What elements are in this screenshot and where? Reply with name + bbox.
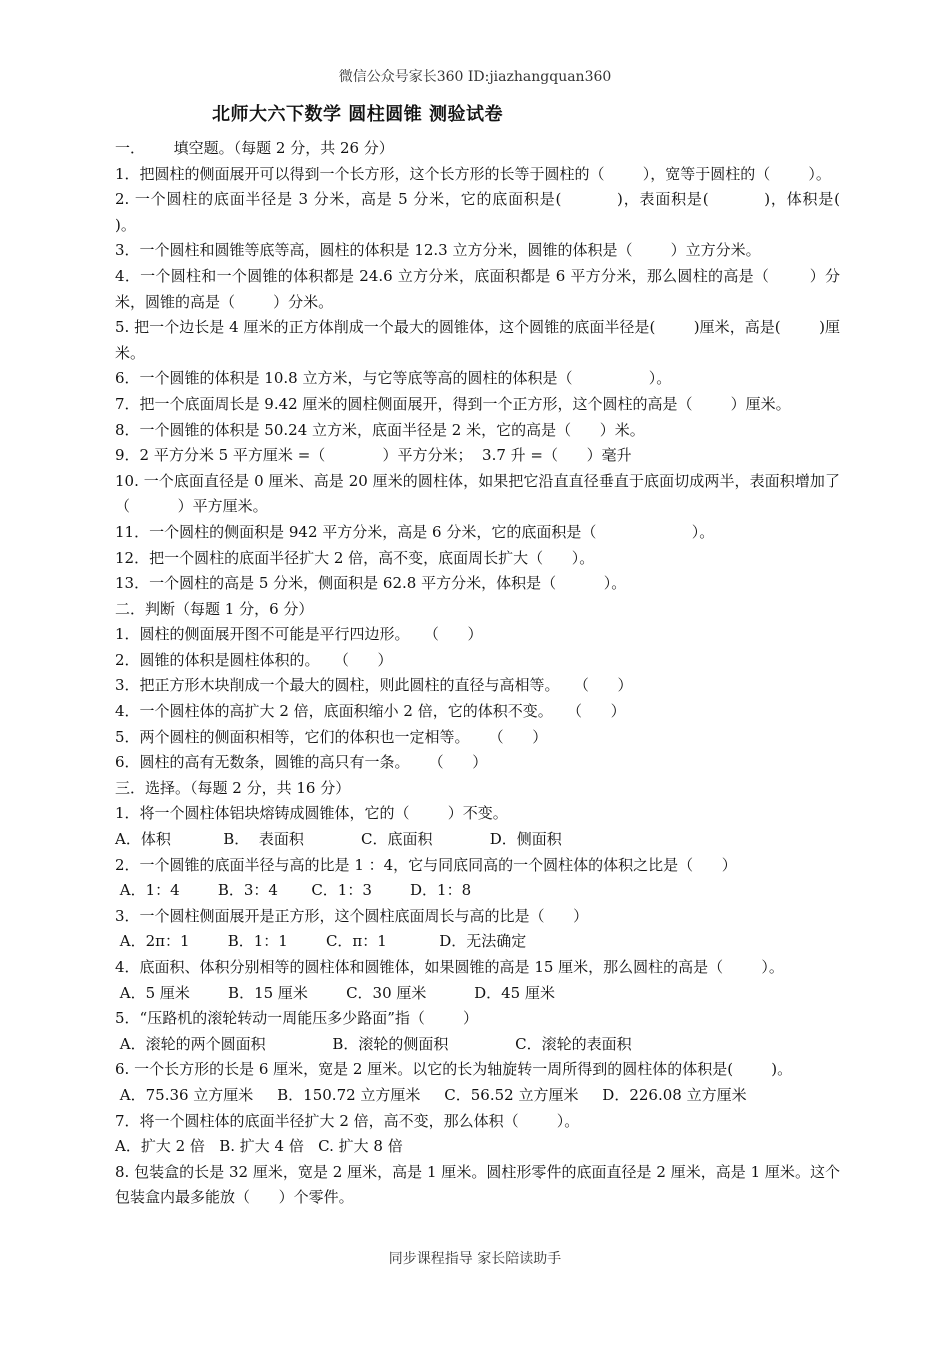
- question-line: 2. 一个圆柱的底面半径是 3 分米，高是 5 分米，它的底面积是( )，表面积是( )，体积是( )。: [115, 190, 888, 234]
- question-line: 4．一个圆柱和一个圆锥的体积都是 24.6 立方分米，底面积都是 6 平方分米，那么圆柱的高是（ ）分米，圆锥的高是（ ）分米。: [115, 266, 840, 311]
- question-line: 8. 包装盒的长是 32 厘米，宽是 2 厘米，高是 1 厘米。圆柱形零件的底面直径是 2 厘米，高是 1 厘米。这个包装盒内最多能放（ ）个零件。: [115, 1162, 840, 1207]
- exam-content: [115, 136, 888, 1211]
- section-heading-choice: 三．选择。（每题 2 分，共 16 分）: [115, 778, 351, 797]
- question-line: 5. 把一个边长是 4 厘米的正方体削成一个最大的圆锥体，这个圆锥的底面半径是( )厘米，高是( )厘米。: [115, 318, 840, 362]
- page-title: 北师大六下数学 圆柱圆锥 测验试卷: [212, 104, 504, 125]
- question-line: 11．一个圆柱的侧面积是 942 平方分米，高是 6 分米，它的底面积是（ ）。: [115, 522, 715, 541]
- page-header: 微信公众号家长360 ID:jiazhangquan360: [338, 69, 612, 85]
- page-footer: 同步课程指导 家长陪读助手: [388, 1251, 562, 1267]
- answer-options: A．1：4 B．3：4 C．1：3 D．1：8: [115, 881, 472, 900]
- question-line: 3．一个圆柱侧面展开是正方形，这个圆柱底面周长与高的比是（ ）: [115, 906, 589, 925]
- question-line: 7．将一个圆柱体的底面半径扩大 2 倍，高不变，那么体积（ ）。: [115, 1111, 580, 1130]
- question-line: 1．把圆柱的侧面展开可以得到一个长方形，这个长方形的长等于圆柱的（ ），宽等于圆柱的（ ）。: [115, 164, 831, 183]
- question-line: 5．“压路机的滚轮转动一周能压多少路面”指（ ）: [115, 1009, 479, 1028]
- question-line: 4．一个圆柱体的高扩大 2 倍，底面积缩小 2 倍，它的体积不变。 （ ）: [115, 702, 626, 721]
- section-heading-judge: 二．判断（每题 1 分，6 分）: [115, 599, 314, 618]
- question-line: 13．一个圆柱的高是 5 分米，侧面积是 62.8 平方分米，体积是（ ）。: [115, 574, 627, 593]
- answer-options: A．2π：1 B．1：1 C．π：1 D．无法确定: [115, 932, 527, 951]
- question-line: 9．2 平方分米 5 平方厘米 =（ ）平方分米； 3.7 升 =（ ）毫升: [115, 446, 632, 465]
- question-line: 6．圆柱的高有无数条，圆锥的高只有一条。 （ ）: [115, 753, 488, 772]
- question-line: 4．底面积、体积分别相等的圆柱体和圆锥体，如果圆锥的高是 15 厘米，那么圆柱的高是（ ）。: [115, 958, 784, 976]
- section-heading-fill: 一． 填空题。（每题 2 分，共 26 分）: [115, 139, 394, 157]
- question-line: 6．一个圆锥的体积是 10.8 立方米，与它等底等高的圆柱的体积是（ ）。: [115, 369, 672, 388]
- answer-options: A．5 厘米 B．15 厘米 C．30 厘米 D．45 厘米: [115, 983, 555, 1002]
- question-line: 7．把一个底面周长是 9.42 厘米的圆柱侧面展开，得到一个正方形，这个圆柱的高是（ ）厘米。: [115, 394, 791, 413]
- question-line: 2．圆锥的体积是圆柱体积的。 （ ）: [115, 650, 393, 669]
- answer-options: A．体积 B． 表面积 C．底面积 D．侧面积: [115, 830, 562, 849]
- question-line: 10. 一个底面直径是 0 厘米、高是 20 厘米的圆柱体，如果把它沿直直径垂直于底面切成两半，表面积增加了（ ）平方厘米。: [115, 471, 840, 516]
- answer-options: A．扩大 2 倍 B. 扩大 4 倍 C. 扩大 8 倍: [115, 1137, 403, 1156]
- answer-options: A．滚轮的两个圆面积 B．滚轮的侧面积 C．滚轮的表面积: [115, 1034, 632, 1053]
- question-line: 3．一个圆柱和圆锥等底等高，圆柱的体积是 12.3 立方分米，圆锥的体积是（ ）立方分米。: [115, 241, 761, 260]
- answer-options: A．75.36 立方厘米 B．150.72 立方厘米 C．56.52 立方厘米 D．226.08 立方厘米: [115, 1085, 747, 1104]
- question-line: 5．两个圆柱的侧面积相等，它们的体积也一定相等。 （ ）: [115, 727, 548, 746]
- question-line: 1．圆柱的侧面展开图不可能是平行四边形。 （ ）: [115, 625, 483, 644]
- question-line: 12．把一个圆柱的底面半径扩大 2 倍，高不变，底面周长扩大（ ）。: [115, 548, 595, 567]
- question-line: 6. 一个长方形的长是 6 厘米，宽是 2 厘米。以它的长为轴旋转一周所得到的圆柱体的体积是( )。: [115, 1060, 793, 1079]
- question-line: 3．把正方形木块削成一个最大的圆柱，则此圆柱的直径与高相等。 （ ）: [115, 676, 633, 695]
- question-line: 1．将一个圆柱体铝块熔铸成圆锥体，它的（ ）不变。: [115, 804, 508, 823]
- question-line: 2．一个圆锥的底面半径与高的比是 1 ：4，它与同底同高的一个圆柱体的体积之比是（ ）: [115, 855, 737, 874]
- question-line: 8．一个圆锥的体积是 50.24 立方米，底面半径是 2 米，它的高是（ ）米。: [115, 420, 645, 439]
